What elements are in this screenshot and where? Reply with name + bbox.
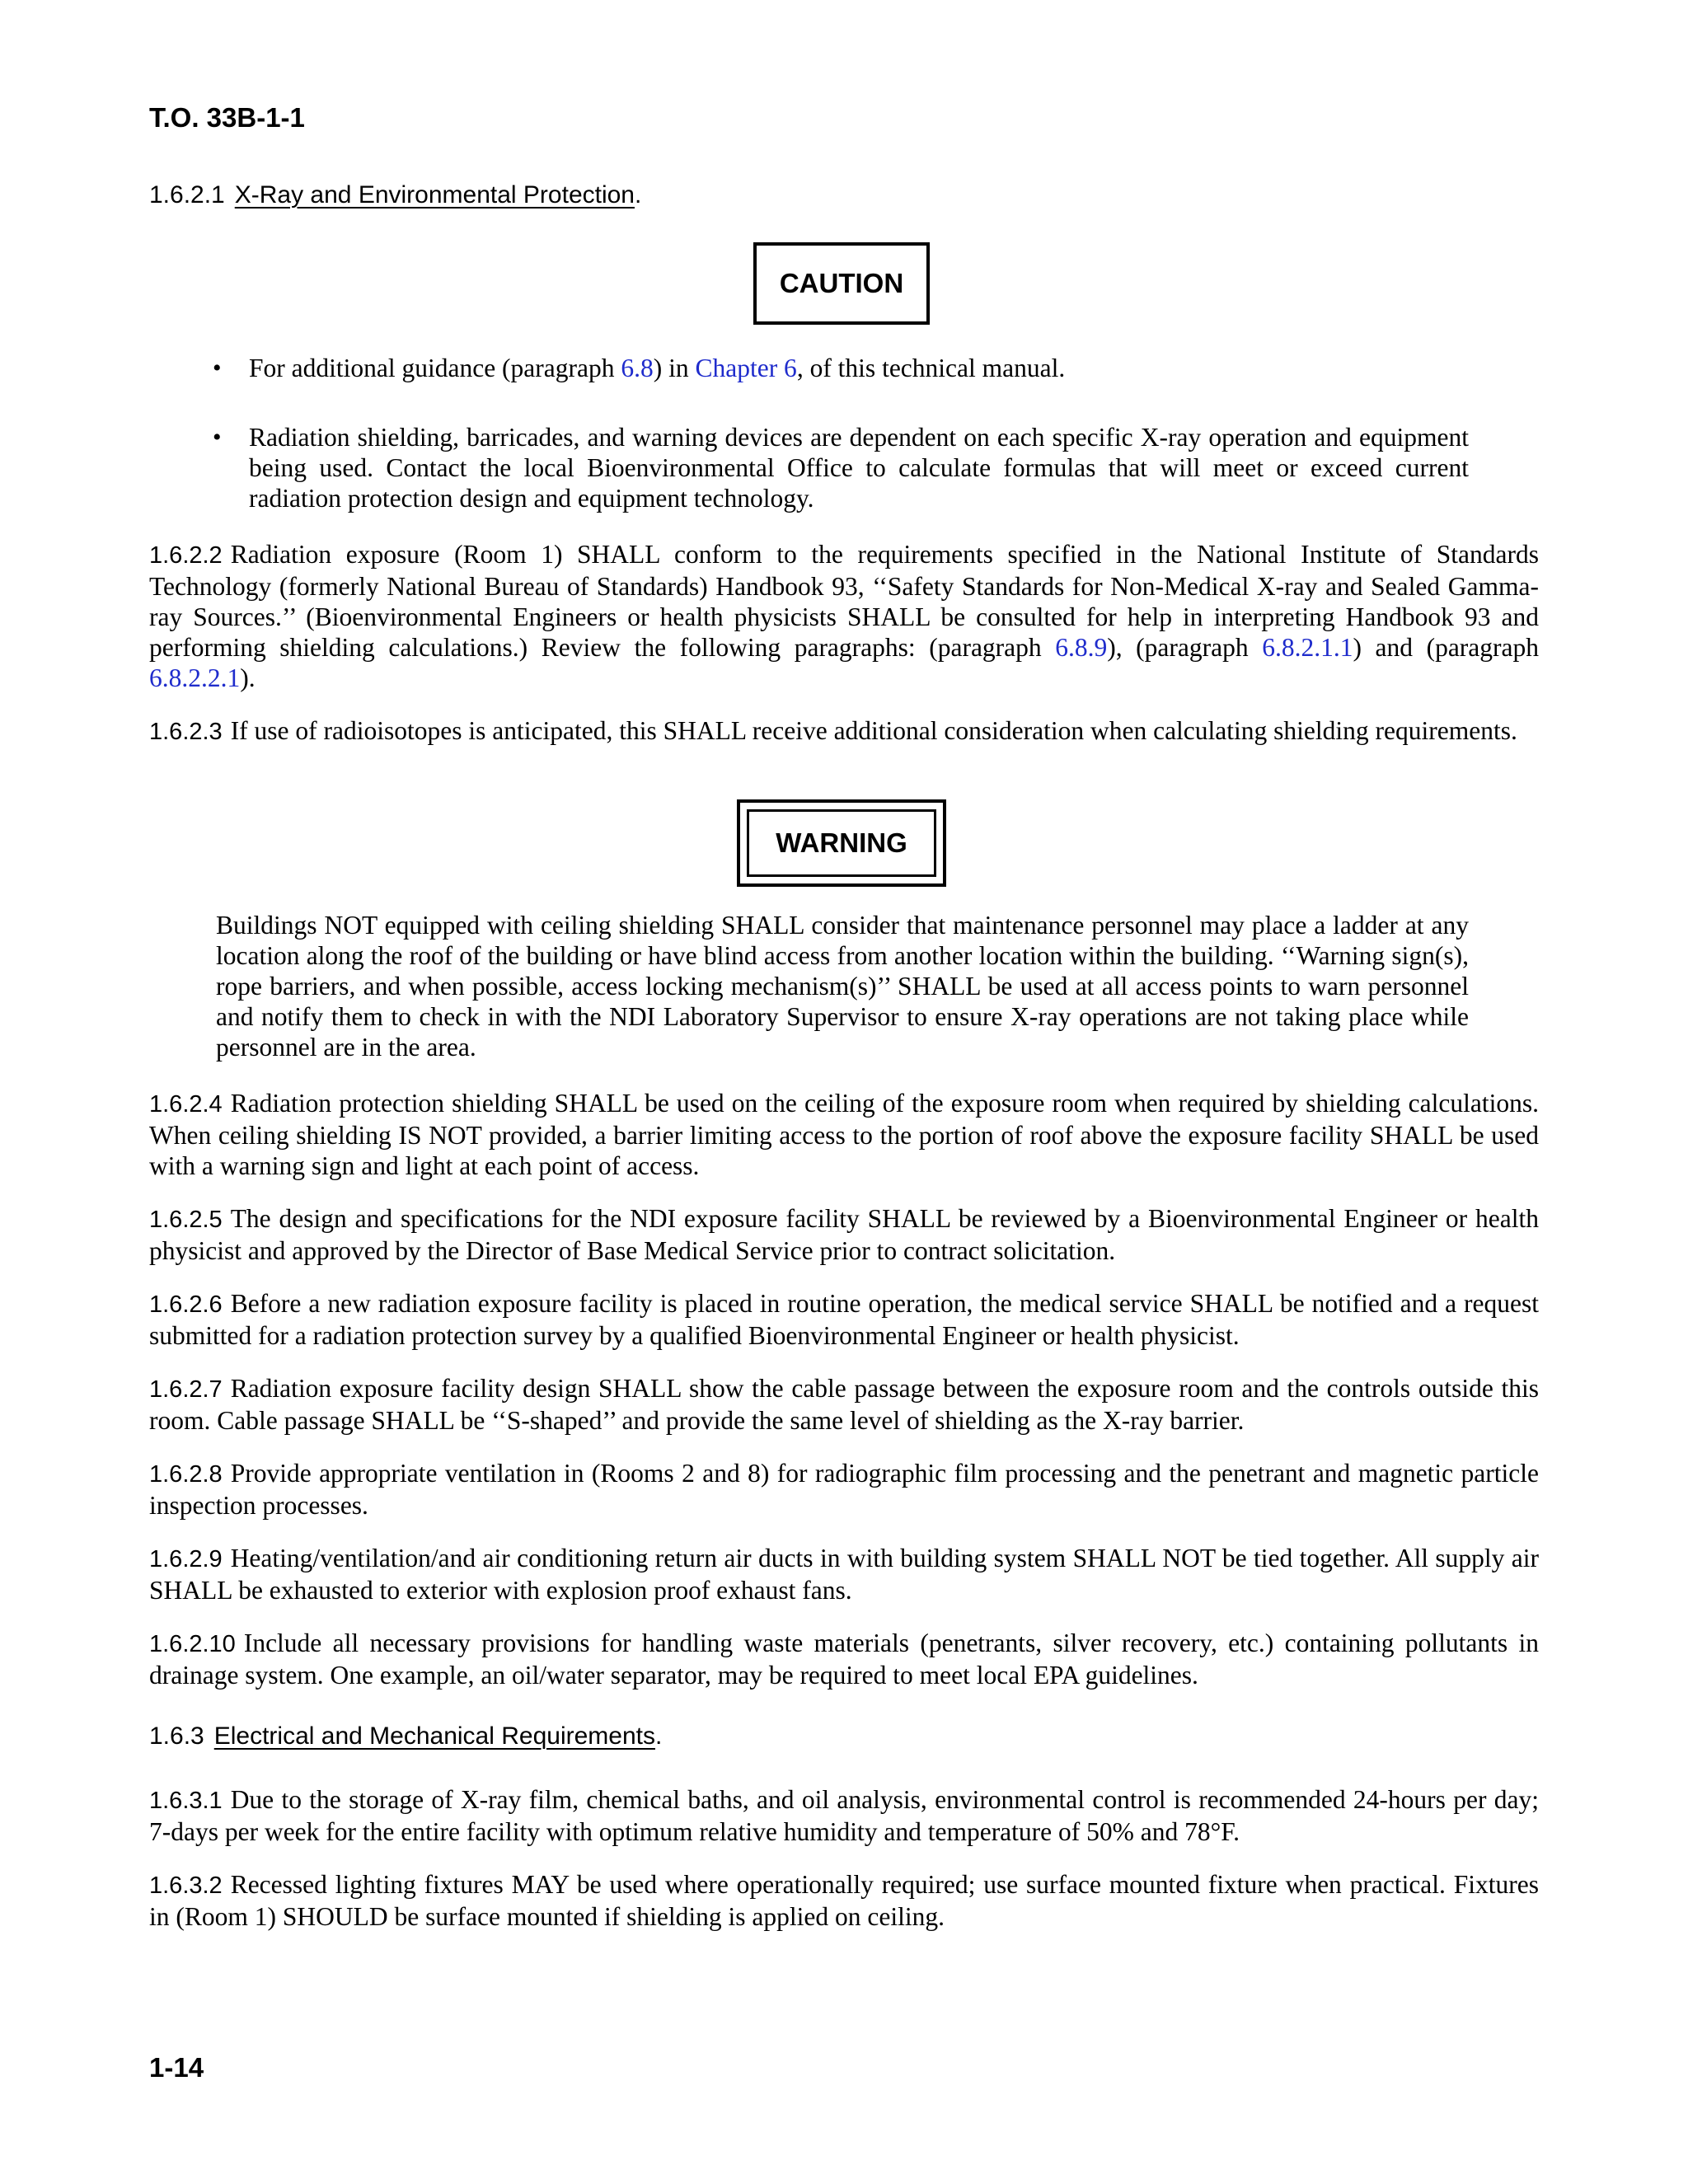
paragraph-1626: 1.6.2.6 Before a new radiation exposure facility is placed in routine operation, the medical service SHALL be notified and a request submitted for a radiation protection survey by a qualified Bioenvironmental Engineer or health physicist. [149,1289,1539,1350]
warning-label: WARNING [747,809,936,877]
paragraph-1623: 1.6.2.3 If use of radioisotopes is anticipated, this SHALL receive additional consideration when calculating shielding requirements. [149,716,1517,745]
warning-text: Buildings NOT equipped with ceiling shielding SHALL consider that maintenance personnel may place a ladder at any location along the roof of the building or have blind access from another location within the building. ‘‘Warning sign(s), rope barriers, and when possible, access locking mechanism(s)’’ SHALL be used at all access points to warn personnel and notify them to check in with the NDI Laboratory Supervisor to ensure X-ray operations are not taking place while personnel are in the area. [216,911,1469,1062]
paragraph-1632: 1.6.3.2 Recessed lighting fixtures MAY be used where operationally required; use surface mounted fixture when practical. Fixtures in (Room 1) SHOULD be surface mounted if shielding is applied on ceiling. [149,1870,1539,1931]
link-chapter-6[interactable]: Chapter 6 [695,354,797,382]
paragraph-1625: 1.6.2.5 The design and specifications for the NDI exposure facility SHALL be reviewed by a Bioenvironmental Engineer or health physicist and approved by the Director of Base Medical Service prior to contract solicitation. [149,1204,1539,1265]
caution-label: CAUTION [753,242,930,325]
section-number: 1.6.3 [149,1722,204,1750]
paragraph-number: 1.6.2.5 [149,1207,223,1233]
link-paragraph-6-8[interactable]: 6.8 [621,354,654,382]
section-heading-1621: 1.6.2.1 X-Ray and Environmental Protection. [149,181,642,209]
paragraph-number: 1.6.2.7 [149,1376,223,1403]
paragraph-number: 1.6.2.6 [149,1291,223,1318]
caution-bullet-1: • For additional guidance (paragraph 6.8) in Chapter 6, of this technical manual. [213,354,1066,382]
bullet-dot-icon: • [213,354,222,382]
link-paragraph-6-8-9[interactable]: 6.8.9 [1055,633,1108,662]
paragraph-number: 1.6.2.9 [149,1546,223,1572]
bullet-dot-icon: • [213,424,222,451]
section-title: Electrical and Mechanical Requirements [213,1722,655,1750]
paragraph-1631: 1.6.3.1 Due to the storage of X-ray film, chemical baths, and oil analysis, environmental control is recommended 24-hours per day; 7-days per week for the entire facility with optimum relative humidity and temperature of 50% and 78°F. [149,1785,1539,1846]
section-number: 1.6.2.1 [149,181,225,209]
caution-bullet-list [213,353,1469,513]
paragraph-number: 1.6.3.2 [149,1872,223,1899]
page-number: 1-14 [149,2052,204,2083]
paragraph-number: 1.6.2.4 [149,1091,223,1118]
paragraph-number: 1.6.2.10 [149,1631,236,1657]
link-paragraph-6-8-2-2-1[interactable]: 6.8.2.2.1 [149,663,241,692]
paragraph-16210: 1.6.2.10 Include all necessary provisions for handling waste materials (penetrants, silver recovery, etc.) containing pollutants in drainage system. One example, an oil/water separator, may be required to meet local EPA guidelines. [149,1629,1539,1690]
section-title: X-Ray and Environmental Protection [234,181,635,209]
paragraph-number: 1.6.2.8 [149,1461,223,1488]
paragraph-1627: 1.6.2.7 Radiation exposure facility design SHALL show the cable passage between the exposure room and the controls outside this room. Cable passage SHALL be ‘‘S-shaped’’ and provide the same level of shielding as the X-ray barrier. [149,1374,1539,1435]
paragraph-number: 1.6.2.2 [149,542,223,569]
paragraph-1622: 1.6.2.2 Radiation exposure (Room 1) SHALL conform to the requirements specified in the National Institute of Standards Technology (formerly National Bureau of Standards) Handbook 93, ‘‘Safety Standards for Non-Medical X-ray and Sealed Gamma-ray Sources.’’ (Bioenvironmental Engineers or health physicists SHALL be consulted for help in interpreting Handbook 93 and performing shielding calculations.) Review the following paragraphs: (paragraph 6.8.9), (paragraph 6.8.2.1.1) and (paragraph 6.8.2.2.1). [149,540,1539,692]
paragraph-1629: 1.6.2.9 Heating/ventilation/and air conditioning return air ducts in with building system SHALL NOT be tied together. All supply air SHALL be exhausted to exterior with explosion proof exhaust fans. [149,1544,1539,1605]
document-header: T.O. 33B-1-1 [149,102,305,133]
warning-box [737,799,946,887]
paragraph-number: 1.6.3.1 [149,1788,223,1814]
paragraph-1628: 1.6.2.8 Provide appropriate ventilation in (Rooms 2 and 8) for radiographic film processing and the penetrant and magnetic particle inspection processes. [149,1459,1539,1520]
paragraph-number: 1.6.2.3 [149,719,223,745]
section-heading-163: 1.6.3 Electrical and Mechanical Requirements. [149,1722,663,1750]
paragraph-1624: 1.6.2.4 Radiation protection shielding SHALL be used on the ceiling of the exposure room when required by shielding calculations. When ceiling shielding IS NOT provided, a barrier limiting access to the portion of roof above the exposure facility SHALL be used with a warning sign and light at each point of access. [149,1089,1539,1180]
caution-bullet-2: • Radiation shielding, barricades, and warning devices are dependent on each specific X-ray operation and equipment being used. Contact the local Bioenvironmental Office to calculate formulas that will meet or exceed current radiation protection design and equipment technology. [213,423,1469,513]
link-paragraph-6-8-2-1-1[interactable]: 6.8.2.1.1 [1262,633,1353,662]
